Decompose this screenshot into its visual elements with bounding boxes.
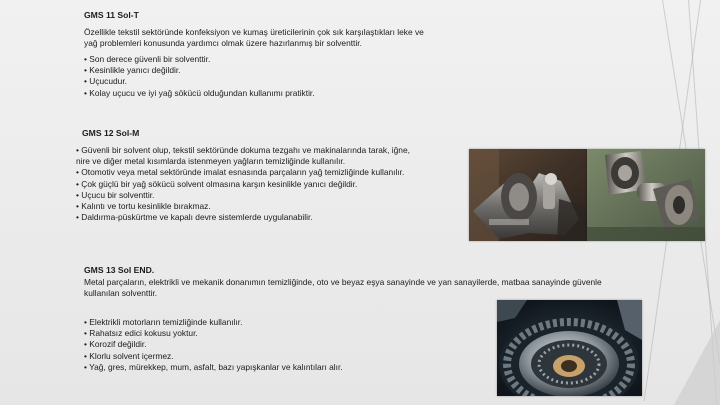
gear-part-photo [497,300,642,396]
list-item: • Son derece güvenli bir solventtir. [84,54,315,65]
list-item: • Uçucudur. [84,76,315,87]
list-item: • Kolay uçucu ve iyi yağ sökücü olduğundan kullanımı pratiktir. [84,88,315,99]
list-item: • Klorlu solvent içermez. [84,351,343,362]
section1-bullet-list [84,54,315,99]
section2-title: GMS 12 Sol-M [82,128,140,138]
list-item: • Otomotiv veya metal sektöründe imalat esnasında parçaların yağ temizliğinde kullanılır. [76,167,472,178]
section3-bullet-list [84,317,343,373]
section3-title: GMS 13 Sol END. [84,265,155,275]
list-item: • Daldırma-püskürtme ve kapalı devre sistemlerde uygulanabilir. [76,212,472,223]
crankshaft-photo [587,149,705,241]
list-item: • Kalıntı ve tortu kesinlikle bırakmaz. [76,201,472,212]
crankshaft-photo [469,149,587,241]
list-item: • Elektrikli motorların temizliğinde kullanılır. [84,317,343,328]
section1-paragraph: Özellikle tekstil sektöründe konfeksiyon ve kumaş üreticilerinin çok sık karşılaştıkları leke ve yağ problemleri konusunda yardımcı olmak üzere hazırlanmış bir solventtir. [84,27,424,49]
list-item: • Uçucu bir solventtir. [76,190,472,201]
decorative-corner [674,320,720,405]
section2-bullet-list [76,145,472,223]
list-item: • Kesinlikle yanıcı değildir. [84,65,315,76]
list-item: • Yağ, gres, mürekkep, mum, asfalt, bazı yapışkanlar ve kalıntıları alır. [84,362,343,373]
list-item: • Rahatsız edici kokusu yoktur. [84,328,343,339]
list-item: • Çok güçlü bir yağ sökücü solvent olmasına karşın kesinlikle yanıcı değildir. [76,179,472,190]
section1-title: GMS 11 Sol-T [84,10,139,20]
list-item: • Güvenli bir solvent olup, tekstil sektöründe dokuma tezgahı ve makinalarında tarak, iğne, nire ve diğer metal kısımlarda istenmeyen yağların temizliğinde kullanılır. [76,145,472,167]
list-item: • Korozif değildir. [84,339,343,350]
section3-paragraph: Metal parçaların, elektrikli ve mekanik donanımın temizliğinde, oto ve beyaz eşya sanayinde ve yan sanayilerde, matbaa sanayinde güvenle kullanılan solventtir. [84,277,602,299]
